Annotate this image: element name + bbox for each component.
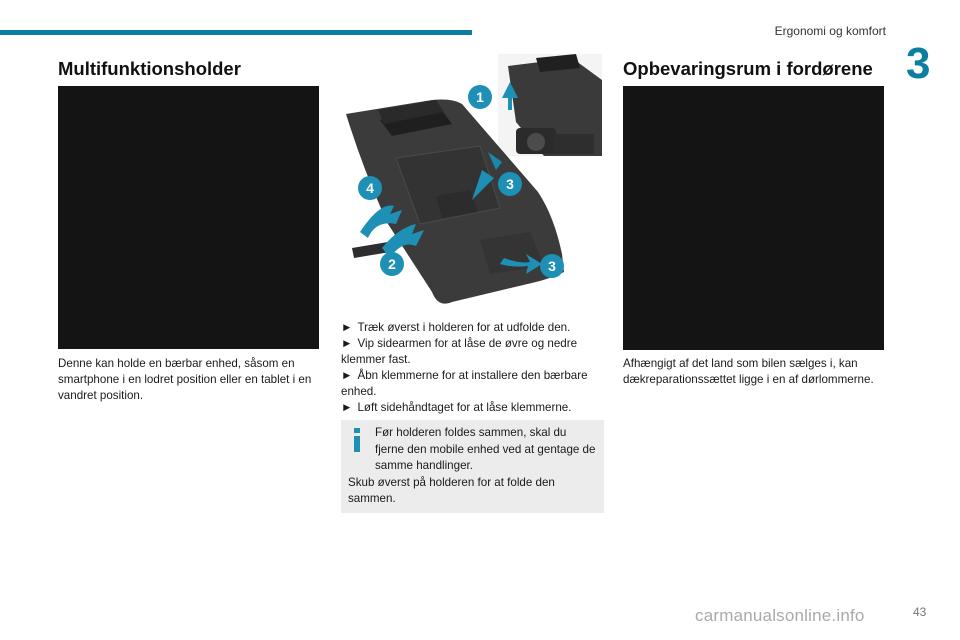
step-marker: ► bbox=[341, 369, 353, 382]
svg-text:4: 4 bbox=[366, 180, 374, 196]
info-note-box bbox=[341, 420, 604, 513]
holder-photo bbox=[58, 86, 319, 349]
svg-text:3: 3 bbox=[548, 258, 556, 274]
holder-illustration bbox=[340, 52, 604, 314]
callout-3-upper bbox=[498, 172, 522, 196]
header-accent-bar bbox=[0, 30, 472, 35]
info-note-text: Før holderen foldes sammen, skal du fjerne den mobile enhed ved at gentage de samme handlinger. Skub øverst på holderen for at folde den sammen. bbox=[348, 426, 596, 505]
left-heading: Multifunktionsholder bbox=[58, 58, 241, 79]
right-description: Afhængigt af det land som bilen sælges i, kan dækreparationssættet ligge i en af dørlommerne. bbox=[623, 357, 874, 386]
left-description: Denne kan holde en bærbar enhed, såsom en smartphone i en lodret position eller en tablet i en vandret position. bbox=[58, 357, 312, 402]
step-marker: ► bbox=[341, 321, 353, 334]
watermark: carmanualsonline.info bbox=[695, 606, 865, 625]
svg-text:1: 1 bbox=[476, 89, 484, 105]
page-number: 43 bbox=[913, 605, 927, 619]
right-heading: Opbevaringsrum i fordørene bbox=[623, 58, 873, 79]
door-storage-photo bbox=[623, 86, 884, 350]
callout-3-lower bbox=[540, 254, 564, 278]
callout-1 bbox=[468, 85, 492, 109]
step-item: ► Vip sidearmen for at låse de øvre og nedre klemmer fast. bbox=[341, 337, 578, 366]
inset-dashboard-image bbox=[498, 54, 602, 156]
step-marker: ► bbox=[341, 337, 353, 350]
step-item: ► Åbn klemmerne for at installere den bærbare enhed. bbox=[341, 369, 588, 398]
callout-4 bbox=[358, 176, 382, 200]
step-item: ► Løft sidehåndtaget for at låse klemmerne. bbox=[341, 401, 572, 414]
step-item: ► Træk øverst i holderen for at udfolde den. bbox=[341, 321, 571, 334]
instruction-steps bbox=[341, 320, 603, 416]
section-title: Ergonomi og komfort bbox=[774, 24, 886, 38]
chapter-number: 3 bbox=[906, 39, 931, 88]
svg-text:2: 2 bbox=[388, 256, 396, 272]
svg-text:3: 3 bbox=[506, 176, 514, 192]
step-marker: ► bbox=[341, 401, 353, 414]
callout-2 bbox=[380, 252, 404, 276]
